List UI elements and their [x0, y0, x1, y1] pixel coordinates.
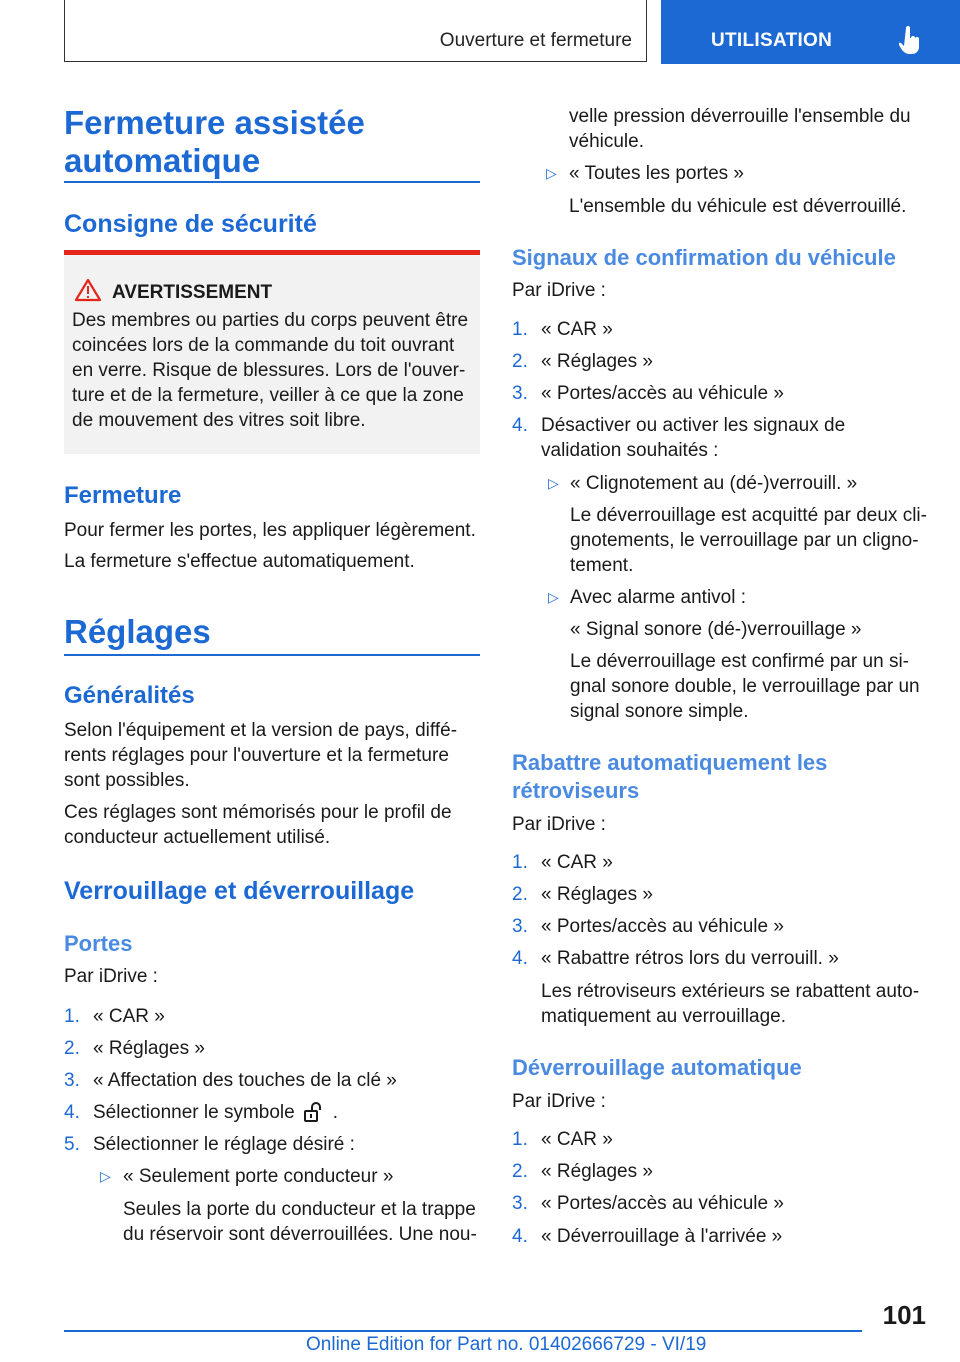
paragraph: La fermeture s'effectue automatiquement. [64, 551, 415, 572]
list-item: 3. « Affectation des touches de la clé » [64, 1070, 397, 1091]
option-text: « Signal sonore (dé-)verrouillage » [570, 619, 862, 640]
option-text: « Seulement porte conducteur » [123, 1166, 394, 1187]
paragraph: Pour fermer les portes, les appliquer légèrement. [64, 520, 476, 541]
list-item: 1. « CAR » [512, 319, 613, 340]
triangle-bullet-icon: ▷ [100, 1168, 111, 1184]
list-item: 4. Désactiver ou activer les signaux de validation souhaités : [512, 415, 846, 461]
heading-reglages: Réglages [64, 613, 211, 650]
warning-bar [64, 250, 480, 255]
paragraph: Selon l'équipement et la version de pays, diffé-rents réglages pour l'ouverture et la fermeture sont possibles. [64, 720, 458, 791]
list-item: 2. « Réglages » [64, 1038, 205, 1059]
hand-pointer-icon [899, 26, 921, 56]
list-item: 3. « Portes/accès au véhicule » [512, 383, 784, 404]
heading-generalites: Généralités [64, 682, 195, 709]
heading-deverrouillage-auto: Déverrouillage automatique [512, 1055, 802, 1080]
heading-consigne-securite: Consigne de sécurité [64, 210, 317, 238]
footer-rule [64, 1330, 862, 1332]
paragraph: Les rétroviseurs extérieurs se rabattent auto-matiquement au verrouillage. [541, 981, 920, 1027]
heading-fermeture: Fermeture [64, 482, 182, 509]
page-header [64, 0, 960, 64]
option-text: « Toutes les portes » [569, 163, 744, 184]
unlock-icon [303, 1102, 325, 1122]
heading-rabattre: Rabattre automatiquement les rétroviseurs [512, 750, 828, 803]
list-item: 2. « Réglages » [512, 1161, 653, 1182]
heading-rule [64, 654, 480, 656]
section-title: Ouverture et fermeture [439, 30, 632, 51]
list-item: 3. « Portes/accès au véhicule » [512, 1193, 784, 1214]
option-description: Le déverrouillage est acquitté par deux cli-gnotements, le verrouillage par un cligno-tement. [570, 505, 927, 576]
heading-verrouillage: Verrouillage et déverrouillage [64, 877, 415, 905]
list-item: 3. « Portes/accès au véhicule » [512, 916, 784, 937]
triangle-bullet-icon: ▷ [548, 475, 559, 491]
list-item: 2. « Réglages » [512, 351, 653, 372]
heading-signaux: Signaux de confirmation du véhicule [512, 245, 896, 270]
warning-box [64, 250, 480, 454]
paragraph: Ces réglages sont mémorisés pour le profil de conducteur actuellement utilisé. [64, 802, 452, 848]
list-item: 2. « Réglages » [512, 884, 653, 905]
warning-triangle-icon [74, 278, 102, 302]
list-item: 1. « CAR » [512, 852, 613, 873]
paragraph: Par iDrive : [64, 966, 158, 987]
list-item: 4. « Rabattre rétros lors du verrouill. » [512, 948, 839, 969]
heading-fermeture-assistee: Fermeture assistée automatique [64, 104, 365, 179]
paragraph: Par iDrive : [512, 280, 606, 301]
option-text: « Clignotement au (dé-)verrouill. » [570, 473, 858, 494]
chapter-title: UTILISATION [711, 30, 833, 51]
heading-portes: Portes [64, 931, 133, 956]
option-description: L'ensemble du véhicule est déverrouillé. [569, 196, 907, 217]
paragraph: Par iDrive : [512, 814, 606, 835]
option-description: Le déverrouillage est confirmé par un si-gnal sonore double, le verrouillage par un signal sonore simple. [570, 651, 920, 722]
triangle-bullet-icon: ▷ [548, 589, 559, 605]
option-description: velle pression déverrouille l'ensemble du véhicule. [569, 106, 911, 152]
list-item: 1. « CAR » [64, 1006, 165, 1027]
page-number: 101 [882, 1300, 926, 1330]
option-text: Avec alarme antivol : [570, 587, 747, 608]
list-item: 5. Sélectionner le réglage désiré : [64, 1134, 355, 1155]
list-item: 4. Sélectionner le symbole . [64, 1102, 338, 1123]
section-tab [64, 0, 647, 62]
warning-text: Des membres ou parties du corps peuvent être coincées lors de la commande du toit ouvrant en verre. Risque de blessures. Lors de l'ouver-ture et de la fermeture, veiller à ce que la zone de mouvement des vitres soit libre. [72, 310, 469, 431]
chapter-tab [661, 0, 960, 64]
edition-note: Online Edition for Part no. 01402666729 - VI/19 [306, 1334, 707, 1355]
heading-rule [64, 181, 480, 183]
option-description: Seules la porte du conducteur et la trappe du réservoir sont déverrouillées. Une nou- [123, 1199, 477, 1245]
triangle-bullet-icon: ▷ [546, 165, 557, 181]
list-item: 1. « CAR » [512, 1129, 613, 1150]
list-item: 4. « Déverrouillage à l'arrivée » [512, 1226, 783, 1247]
warning-title: AVERTISSEMENT [112, 282, 273, 303]
paragraph: Par iDrive : [512, 1091, 606, 1112]
